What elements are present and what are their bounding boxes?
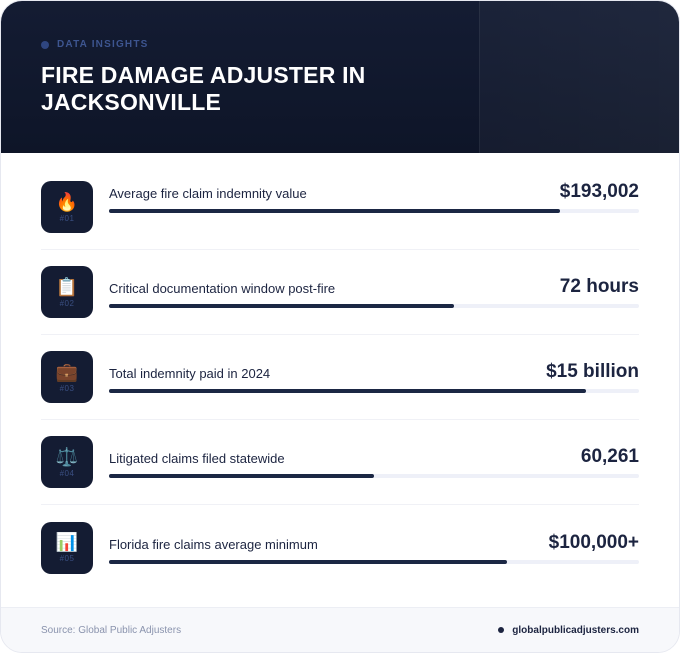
stat-number: #05 bbox=[59, 554, 75, 563]
footer bbox=[1, 607, 679, 652]
stat-number: #04 bbox=[59, 468, 75, 478]
bullet-icon bbox=[498, 627, 504, 633]
stat-number: #02 bbox=[59, 298, 75, 308]
progress-track bbox=[109, 560, 639, 564]
header bbox=[1, 1, 679, 153]
progress-fill bbox=[109, 389, 586, 393]
progress-track bbox=[109, 209, 639, 213]
stat-number: #01 bbox=[59, 213, 75, 223]
progress-fill bbox=[109, 474, 374, 478]
source-text: Source: Global Public Adjusters bbox=[41, 624, 182, 636]
stat-label: Litigated claims filed statewide bbox=[109, 451, 285, 466]
scales-icon: ⚖️ #04 bbox=[41, 436, 93, 488]
progress-fill bbox=[109, 209, 560, 213]
stat-value: $100,000+ bbox=[548, 531, 639, 553]
stat-label: Total indemnity paid in 2024 bbox=[109, 366, 271, 381]
eyebrow-label: DATA INSIGHTS bbox=[57, 39, 149, 50]
progress-track bbox=[109, 304, 639, 308]
stat-row-1 bbox=[41, 181, 639, 250]
stat-list bbox=[1, 153, 679, 590]
stat-row-5 bbox=[41, 505, 639, 590]
briefcase-icon: 💼 #03 bbox=[41, 351, 93, 403]
stat-value: 72 hours bbox=[559, 276, 639, 297]
stat-row-3 bbox=[41, 335, 639, 420]
stat-value: $193,002 bbox=[559, 181, 639, 202]
header-decor-panel bbox=[479, 1, 679, 153]
stat-number: #03 bbox=[59, 383, 75, 393]
fire-icon: 🔥 #01 bbox=[41, 181, 93, 233]
stat-label: Critical documentation window post-fire bbox=[109, 281, 336, 296]
progress-fill bbox=[109, 560, 507, 564]
page-title: FIRE DAMAGE ADJUSTER IN JACKSONVILLE bbox=[41, 62, 366, 115]
progress-track bbox=[109, 389, 639, 393]
site-link[interactable] bbox=[498, 625, 639, 636]
progress-fill bbox=[109, 304, 454, 308]
stat-row-4 bbox=[41, 420, 639, 505]
stat-label: Florida fire claims average minimum bbox=[109, 536, 318, 552]
stat-value: 60,261 bbox=[580, 446, 639, 467]
clipboard-icon: 📋 #02 bbox=[41, 266, 93, 318]
eyebrow-dot-icon bbox=[41, 41, 49, 49]
bar-chart-icon: 📊 #05 bbox=[41, 522, 93, 574]
site-url[interactable]: globalpublicadjusters.com bbox=[512, 624, 639, 636]
stat-row-2 bbox=[41, 250, 639, 335]
stat-value: $15 billion bbox=[546, 361, 639, 382]
progress-track bbox=[109, 474, 639, 478]
stat-label: Average fire claim indemnity value bbox=[109, 186, 307, 201]
